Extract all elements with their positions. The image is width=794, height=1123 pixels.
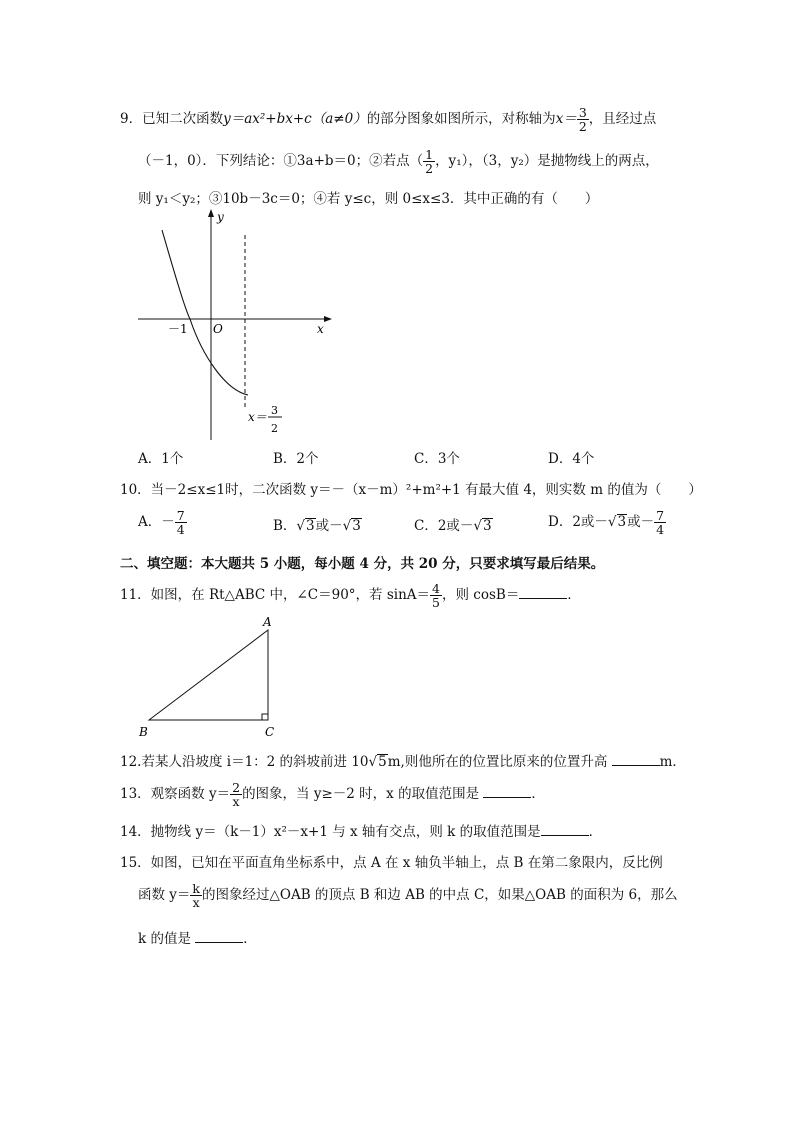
triangle-abc [149,630,268,720]
q14-text-a: 14．抛物线 y＝（k－1）x²－x+1 与 x 轴有交点，则 k 的取值范围是 [120,824,541,840]
fraction-numerator: 2 [232,780,241,795]
vertex-a-label: A [263,615,272,629]
fraction-denominator: 5 [432,595,440,611]
y-label: y [217,210,224,224]
q9-text-2a: （－1，0）．下列结论：①3a+b＝0；②若点（ [138,153,424,170]
q10-option-b[interactable] [273,514,362,534]
q10-stem: 10．当－2≤x≤1时，二次函数 y＝－（x－m）²+m²+1 有最大值 4，则实数 m 的值为（ ） [120,482,702,498]
fraction-denominator: 4 [176,522,185,538]
option-prefix: C．2或－ [414,518,474,534]
q15-text-b: 的图象经过△OAB 的顶点 B 和边 AB 的中点 C，如果△OAB 的面积为 6，那么 [202,887,678,904]
q9-option-a[interactable]: A．1个 [138,451,184,467]
q10-option-a[interactable] [138,509,187,536]
q9-option-c[interactable]: C．3个 [414,451,460,467]
q12-text-b: m,则他所在的位置比原来的位置升高 [387,754,608,770]
q15-fraction [190,882,202,909]
sqrt-radicand: 3 [617,514,627,531]
q9-axis-fraction [577,106,589,133]
fraction-denominator: 2 [578,119,587,135]
q9-text-3: 则 y₁＜y₂；③10b－3c＝0；④若 y≤c，则 0≤x≤3．其中正确的有（ ） [138,191,599,207]
section-2-heading: 二、填空题：本大题共 5 小题，每小题 4 分，共 20 分，只要求填写最后结果。 [120,556,605,572]
answer-blank[interactable] [519,586,567,599]
vertex-b-label: B [139,725,148,739]
fraction-numerator: 1 [425,147,434,162]
q15-line-1: 15．如图，已知在平面直角坐标系中，点 A 在 x 轴负半轴上，点 B 在第二象限内，反比例 [120,855,663,871]
q10-d-fraction [654,509,666,536]
vertex-c-label: C [265,725,275,739]
axis-eq-numerator: 3 [271,404,278,417]
fraction-denominator: x [192,895,200,911]
q9-half-fraction [423,148,435,175]
sqrt-radicand: 3 [483,518,492,534]
q10-option-d[interactable] [548,509,666,536]
x-label: x [317,322,324,336]
q9-option-d[interactable]: D．4个 [548,451,595,467]
q9-line-2 [138,148,659,175]
fraction-denominator: 2 [425,161,434,177]
q14-stem [120,820,602,840]
q9-text-c: ，且经过点 [588,111,657,128]
sqrt-sign: √ [473,518,483,534]
sqrt-radicand: 3 [306,518,315,534]
origin-label: O [213,322,223,336]
q11-stem [120,582,581,609]
option-mid-text: 或－ [627,514,655,531]
sqrt-sign: √ [368,754,378,770]
q12-text-a: 12.若某人沿坡度 i＝1：2 的斜坡前进 10 [120,754,369,770]
option-mid-text: 或－ [315,518,343,534]
q13-end: ． [531,786,545,803]
option-prefix: A．－ [138,514,175,531]
right-angle-mark [262,714,268,720]
fraction-numerator: 7 [176,508,185,523]
axis-equation: x＝ [248,410,267,424]
q11-end: ． [567,587,581,604]
neg-one-label: －1 [168,322,188,336]
q9-text-2b: ，y₁），（3，y₂）是抛物线上的两点， [435,153,659,170]
q15-line-2 [138,882,678,909]
q11-text-a: 11．如图，在 Rt△ABC 中，∠C＝90°，若 sinA＝ [120,587,431,604]
q15-text-c: k 的值是 [138,931,191,947]
y-axis-arrow [208,209,214,217]
q9-expr: y＝ax²+bx+c（a≠0） [223,111,367,128]
axis-eq-denominator: 2 [271,422,278,435]
x-axis-arrow [324,316,332,322]
fraction-numerator: 7 [656,508,665,523]
q11-text-b: ，则 cosB＝ [442,587,520,604]
q10-a-fraction [175,509,187,536]
q9-line-1 [120,106,656,133]
q10-option-c[interactable] [414,514,493,534]
option-prefix: D．2或－ [548,514,608,531]
q15-end: ． [243,931,257,947]
q11-fraction [430,582,442,609]
option-prefix: B． [273,518,297,534]
fraction-denominator: 4 [656,522,665,538]
fraction-numerator: 3 [578,105,587,120]
q9-text: 9．已知二次函数 [120,111,224,128]
sqrt-radicand: 3 [352,518,361,534]
q9-option-b[interactable]: B．2个 [273,451,319,467]
q15-text-a: 函数 y＝ [138,887,191,904]
q11-triangle [135,612,285,742]
sqrt-sign: √ [342,518,352,534]
q14-end: ． [588,824,603,840]
answer-blank[interactable] [195,930,243,943]
sqrt-sign: √ [296,518,306,534]
q9-parabola-graph [130,205,340,445]
q9-axis-x: x＝ [555,111,577,128]
sqrt-radicand: 5 [378,754,387,770]
q12-stem [120,750,686,770]
q9-text-b: 的部分图象如图所示，对称轴为 [366,111,556,128]
q13-stem [120,781,545,808]
fraction-denominator: x [232,794,240,810]
answer-blank[interactable] [612,753,660,766]
fraction-numerator: k [192,881,200,896]
q9-line-3 [138,187,598,207]
q13-fraction [230,781,242,808]
q12-end: m． [659,754,686,770]
answer-blank[interactable] [483,785,531,798]
q13-text-a: 13．观察函数 y＝ [120,786,231,803]
q15-line-3 [138,927,257,947]
fraction-numerator: 4 [432,581,440,596]
parabola-curve [162,230,248,395]
q13-text-b: 的图象，当 y≥－2 时，x 的取值范围是 [242,786,480,803]
sqrt-sign: √ [607,514,617,531]
answer-blank[interactable] [541,823,589,836]
